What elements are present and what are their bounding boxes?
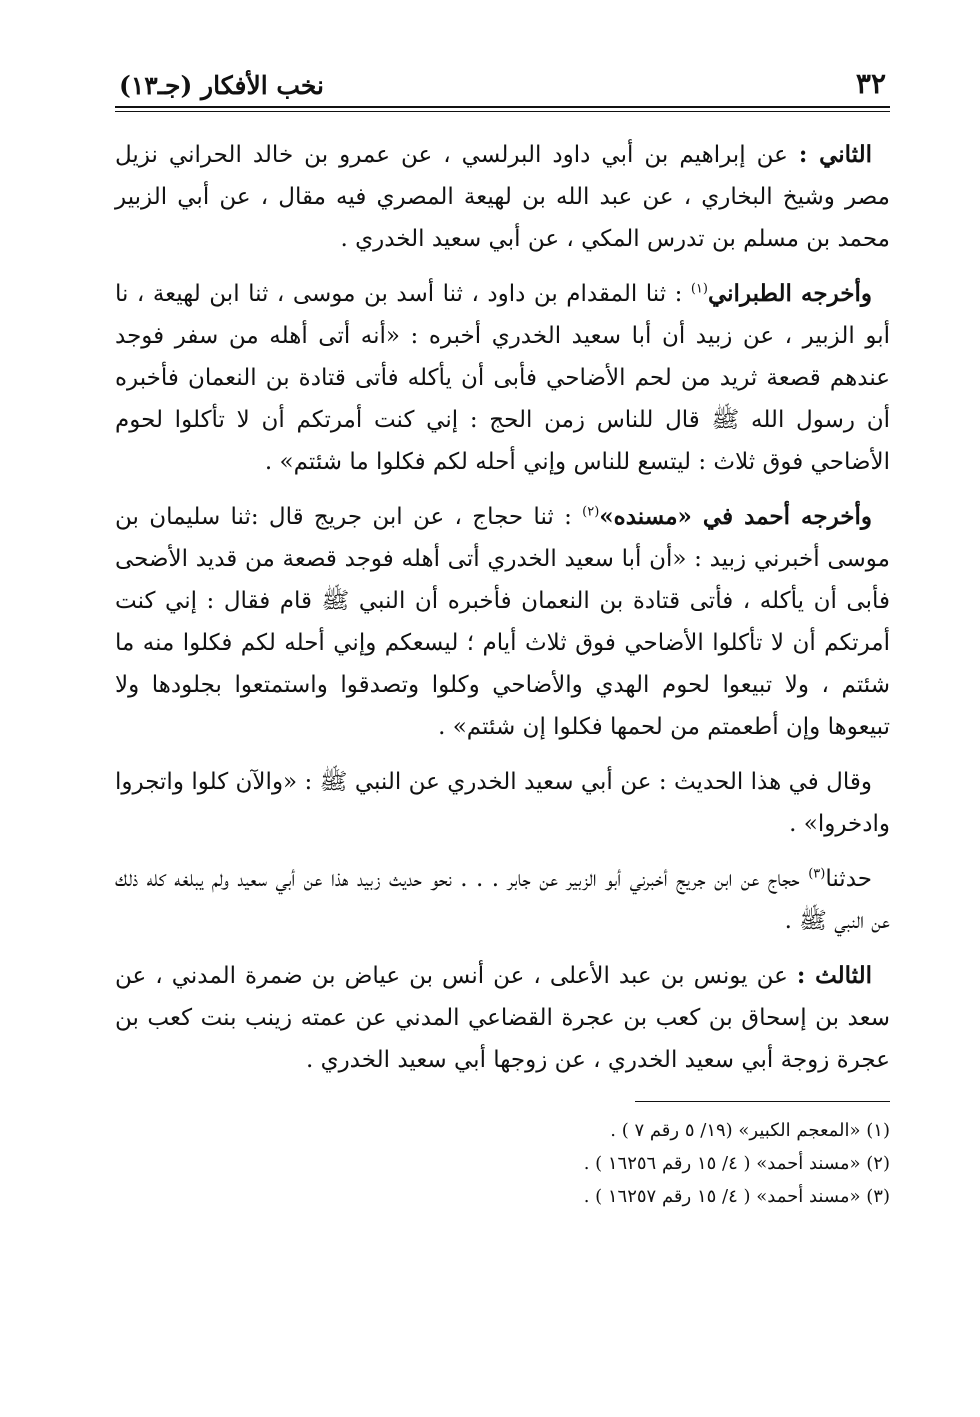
running-header bbox=[115, 60, 890, 100]
paragraph-text: عن إبراهيم بن أبي داود البرلسي ، عن عمرو بن خالد الحراني نزيل مصر وشيخ البخاري ، عن عبد الله بن لهيعة المصري فيه مقال ، عن أبي الزبير محمد بن مسلم بن تدرس المكي ، عن أبي سعيد الخدري . bbox=[115, 142, 890, 252]
paragraph-third-chain bbox=[115, 955, 890, 1081]
paragraph-pre: حدثنا bbox=[825, 866, 872, 892]
footnote-ref[interactable]: (١) bbox=[690, 281, 708, 297]
main-text bbox=[115, 134, 890, 1081]
book-page bbox=[115, 60, 890, 1360]
page-number: ٣٢ bbox=[855, 67, 886, 100]
footnote-3: (٣) «مسند أحمد» ( ٤/ ١٥ رقم ١٦٢٥٧ ) . bbox=[583, 1186, 890, 1207]
paragraph-ahmad bbox=[115, 496, 890, 748]
paragraph-lead: وأخرجه أحمد في «مسنده» bbox=[599, 503, 872, 530]
header-rule bbox=[115, 106, 890, 108]
paragraph-text: وقال في هذا الحديث : عن أبي سعيد الخدري عن النبي ﷺ : «والآن كلوا واتجروا وادخروا» . bbox=[115, 769, 890, 837]
footnote-ref[interactable]: (٣) bbox=[808, 866, 826, 882]
footnote-1: (١) «المعجم الكبير» (١٩/ ٥ رقم ٧ ) . bbox=[610, 1120, 890, 1141]
paragraph-haddathana bbox=[115, 858, 890, 942]
book-title: نخب الأفكار (جـ١٣) bbox=[119, 71, 325, 100]
footnotes bbox=[115, 1114, 890, 1213]
header-rule-thin bbox=[115, 111, 890, 112]
paragraph-tabarani bbox=[115, 273, 890, 483]
paragraph-second-chain bbox=[115, 134, 890, 260]
footnote-divider bbox=[635, 1101, 890, 1102]
paragraph-text: عن يونس بن عبد الأعلى ، عن أنس بن عياض بن ضمرة المدني ، عن سعد بن إسحاق بن كعب بن عجرة القضاعي المدني عن عمته زينب بنت كعب بن عجرة زوجة أبي سعيد الخدري ، عن زوجها أبي سعيد الخدري . bbox=[115, 963, 890, 1073]
footnote-ref[interactable]: (٢) bbox=[582, 504, 600, 520]
paragraph-lead: الثاني : bbox=[798, 141, 872, 168]
paragraph-lead: وأخرجه الطبراني bbox=[707, 280, 872, 307]
footnote-2: (٢) «مسند أحمد» ( ٤/ ١٥ رقم ١٦٢٥٦ ) . bbox=[583, 1153, 890, 1174]
paragraph-text: : ثنا حجاج ، عن ابن جريج قال :ثنا سليمان بن موسى أخبرني زبيد : «أن أبا سعيد الخدري أتى أهله فوجد قصعة من قديد الأضحى فأبى أن يأكله ، فأتى قتادة بن النعمان فأخبره أن النبي ﷺ قام فقال : إني كنت أمرتكم أن لا تأكلوا الأضاحي فوق ثلاث أيام ؛ ليسعكم وإني أحله لكم فكلوا منه ما شئتم ، ولا تبيعوا لحوم الهدي والأضاحي وكلوا وتصدقوا واستمتعوا بجلودها ولا تبيعوها وإن أطعمتم من لحمها فكلوا إن شئتم» . bbox=[115, 504, 890, 740]
paragraph-hadith-note bbox=[115, 761, 890, 845]
paragraph-text: : ثنا المقدام بن داود ، ثنا أسد بن موسى ، ثنا ابن لهيعة ، نا أبو الزبير ، عن زبيد أن أبا سعيد الخدري أخبره : «أنه أتى أهله من سفر فوجد عندهم قصعة ثريد من لحم الأضاحي فأبى أن يأكله فأتى قتادة بن النعمان فأخبره أن رسول الله ﷺ قال للناس زمن الحج : إني كنت أمرتكم أن لا تأكلوا لحوم الأضاحي فوق ثلاث : ليتسع للناس وإني أحله لكم فكلوا ما شئتم» . bbox=[115, 281, 890, 475]
paragraph-text: حجاج عن ابن جريج أخبرني أبو الزبير عن جابر . . . نحو حديث زبيد هذا عن أبي سعيد ولم يبلغه كله ذلك عن النبي ﷺ . bbox=[115, 866, 890, 934]
paragraph-lead: الثالث : bbox=[796, 962, 873, 989]
